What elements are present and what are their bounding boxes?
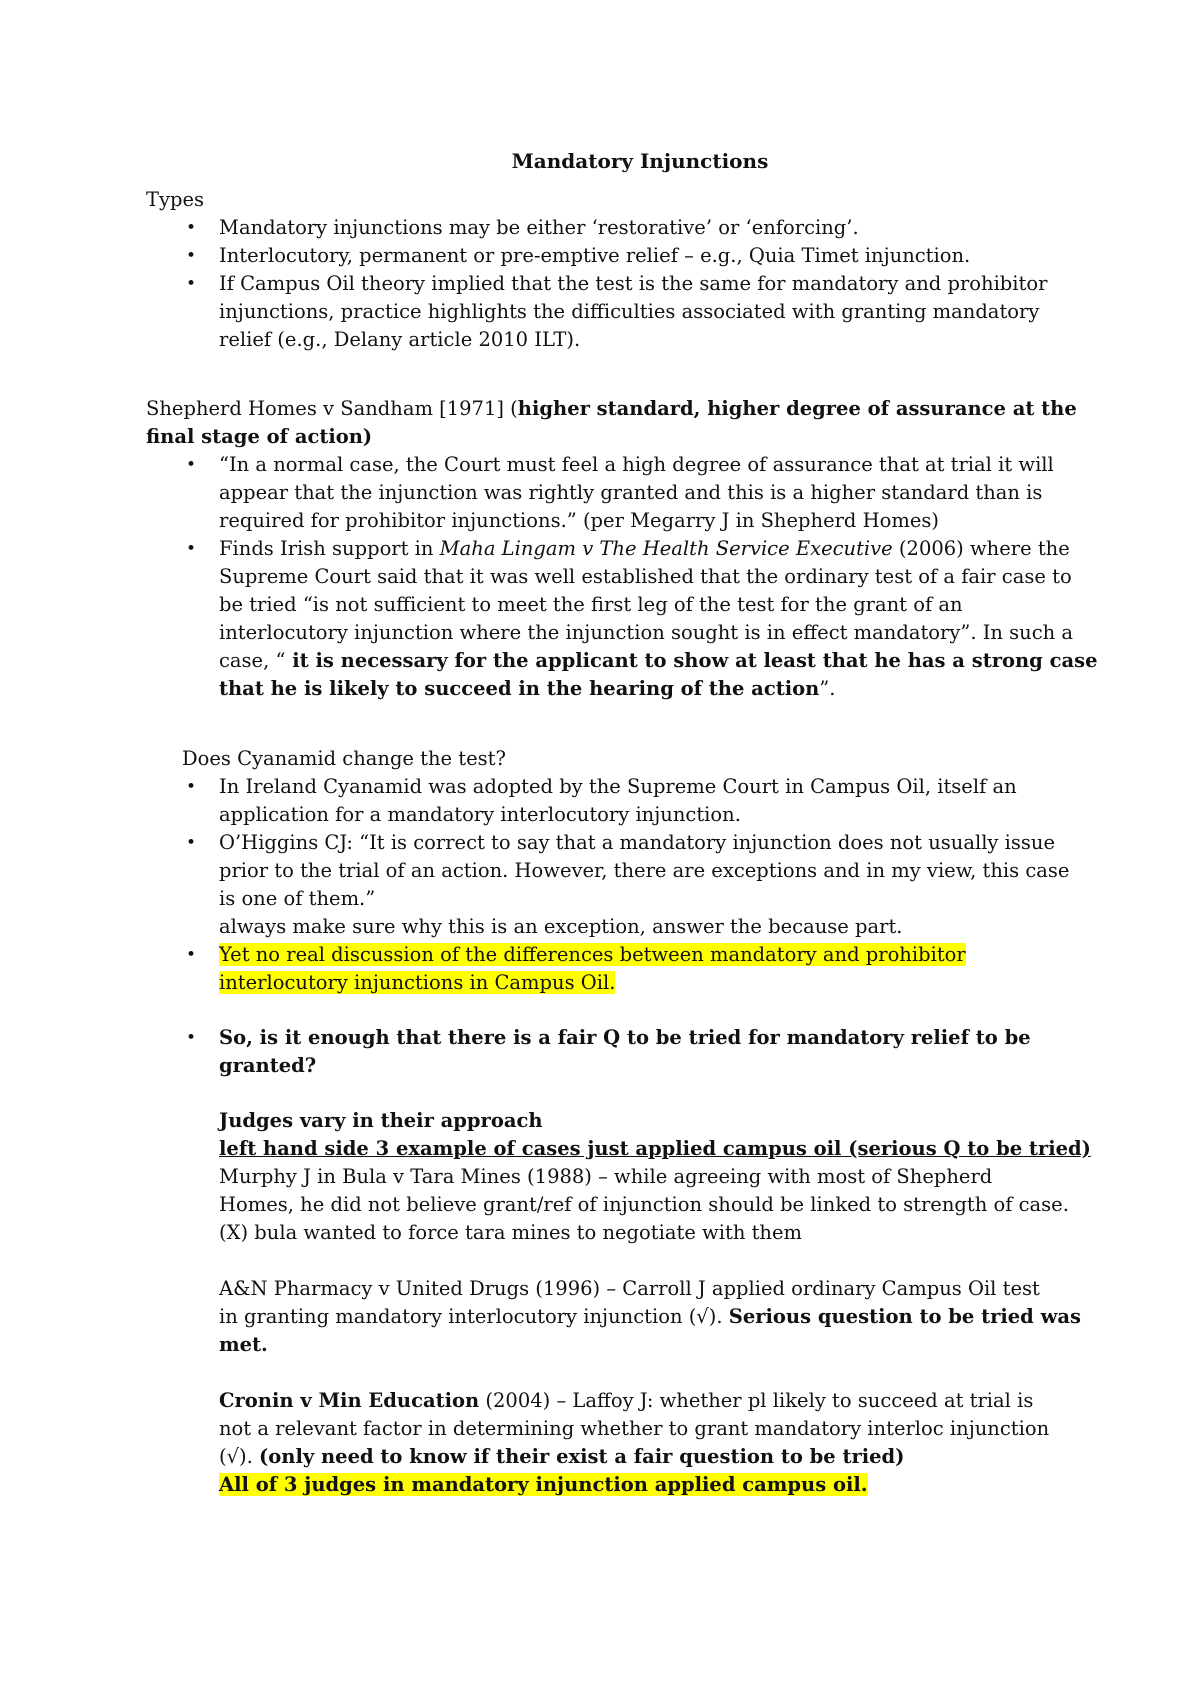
ohiggins-line-3: is one of them.”: [219, 887, 376, 910]
maha-lingam-line-3: be tried “is not sufficient to meet the first leg of the test for the grant of an: [219, 593, 963, 616]
maha-lingam-intro: Finds Irish support in: [219, 537, 440, 560]
types-bullet-3-line-1: If Campus Oil theory implied that the test is the same for mandatory and prohibitor: [219, 272, 1048, 295]
cronin-line-3: [219, 1443, 904, 1471]
maha-lingam-test-end: that he is likely to succeed in the hearing of the action: [219, 677, 820, 700]
maha-lingam-test: it is necessary for the applicant to show at least that he has a strong case: [285, 649, 1098, 672]
cronin-tick: (√).: [219, 1445, 260, 1468]
highlighted-text: Yet no real discussion of the differences between mandatory and prohibitor: [219, 943, 966, 966]
cronin-note: (only need to know if their exist a fair question to be tried): [259, 1445, 905, 1468]
cronin-case: Cronin v Min Education: [219, 1389, 480, 1412]
question-line-1: So, is it enough that there is a fair Q to be tried for mandatory relief to be: [219, 1026, 1031, 1049]
types-bullet-2: Interlocutory, permanent or pre-emptive relief – e.g., Quia Timet injunction.: [219, 244, 971, 267]
bullet-marker: •: [186, 274, 197, 294]
highlight-line-1: [219, 941, 966, 969]
shepherd-principle: higher standard, higher degree of assurance at the: [517, 397, 1077, 420]
maha-lingam-case-prefix: case, “: [219, 649, 286, 672]
bullet-marker: •: [186, 246, 197, 266]
judges-subheading: left hand side 3 example of cases just applied campus oil (serious Q to be tried): [219, 1137, 1091, 1160]
maha-lingam-line-5: [219, 647, 1097, 675]
an-pharmacy-line-1: A&N Pharmacy v United Drugs (1996) – Carroll J applied ordinary Campus Oil test: [219, 1277, 1040, 1300]
highlight-line-2: [219, 969, 615, 997]
types-bullet-1: Mandatory injunctions may be either ‘restorative’ or ‘enforcing’.: [219, 216, 859, 239]
maha-lingam-line-6: [219, 675, 835, 703]
bullet-marker: •: [186, 777, 197, 797]
bullet-marker: •: [186, 218, 197, 238]
ohiggins-note: always make sure why this is an exception, answer the because part.: [219, 915, 903, 938]
an-pharmacy-line-3: met.: [219, 1333, 268, 1356]
bullet-marker: •: [186, 945, 197, 965]
types-bullet-3-line-2: injunctions, practice highlights the difficulties associated with granting mandatory: [219, 300, 1040, 323]
highlighted-text: interlocutory injunctions in Campus Oil.: [219, 971, 616, 994]
highlighted-conclusion: All of 3 judges in mandatory injunction applied campus oil.: [219, 1473, 868, 1496]
types-bullet-3-line-3: relief (e.g., Delany article 2010 ILT).: [219, 328, 581, 351]
maha-lingam-line-1: [219, 535, 1070, 563]
maha-lingam-close: ”.: [819, 677, 836, 700]
bula-line-2: Homes, he did not believe grant/ref of injunction should be linked to strength of case.: [219, 1193, 1069, 1216]
shepherd-heading-line-1: [146, 395, 1077, 423]
shepherd-heading-line-2: final stage of action): [146, 425, 373, 448]
an-pharmacy-text: in granting mandatory interlocutory injunction (√).: [219, 1305, 729, 1328]
cronin-text: (2004) – Laffoy J: whether pl likely to succeed at trial is: [479, 1389, 1034, 1412]
cyanamid-heading: Does Cyanamid change the test?: [182, 747, 506, 770]
cyanamid-bullet-1-line-2: application for a mandatory interlocutory injunction.: [219, 803, 741, 826]
question-line-2: granted?: [219, 1054, 317, 1077]
an-pharmacy-line-2: [219, 1303, 1081, 1331]
bullet-marker: •: [186, 833, 197, 853]
cyanamid-bullet-1-line-1: In Ireland Cyanamid was adopted by the Supreme Court in Campus Oil, itself an: [219, 775, 1017, 798]
maha-lingam-year: (2006) where the: [892, 537, 1070, 560]
bullet-marker: •: [186, 539, 197, 559]
shepherd-quote-line-1: “In a normal case, the Court must feel a high degree of assurance that at trial it will: [219, 453, 1054, 476]
ohiggins-line-2: prior to the trial of an action. However, there are exceptions and in my view, this case: [219, 859, 1070, 882]
maha-lingam-case: Maha Lingam v The Health Service Executive: [439, 537, 893, 560]
cronin-line-2: not a relevant factor in determining whether to grant mandatory interloc injunction: [219, 1417, 1050, 1440]
ohiggins-line-1: O’Higgins CJ: “It is correct to say that a mandatory injunction does not usually issue: [219, 831, 1055, 854]
judges-heading: Judges vary in their approach: [219, 1109, 543, 1132]
bula-line-1: Murphy J in Bula v Tara Mines (1988) – while agreeing with most of Shepherd: [219, 1165, 993, 1188]
shepherd-quote-line-2: appear that the injunction was rightly granted and this is a higher standard than is: [219, 481, 1043, 504]
bula-line-3: (X) bula wanted to force tara mines to negotiate with them: [219, 1221, 803, 1244]
maha-lingam-line-4: interlocutory injunction where the injunction sought is in effect mandatory”. In such a: [219, 621, 1074, 644]
maha-lingam-line-2: Supreme Court said that it was well established that the ordinary test of a fair case to: [219, 565, 1072, 588]
conclusion-line: [219, 1471, 868, 1499]
bullet-marker: •: [186, 455, 197, 475]
shepherd-case-name: Shepherd Homes v Sandham [1971] (: [146, 397, 518, 420]
cronin-line-1: [219, 1387, 1033, 1415]
shepherd-quote-line-3: required for prohibitor injunctions.” (per Megarry J in Shepherd Homes): [219, 509, 940, 532]
an-pharmacy-bold: Serious question to be tried was: [728, 1305, 1082, 1328]
bullet-marker: •: [186, 1028, 197, 1048]
types-heading: Types: [146, 188, 205, 211]
page-title: Mandatory Injunctions: [511, 149, 769, 173]
